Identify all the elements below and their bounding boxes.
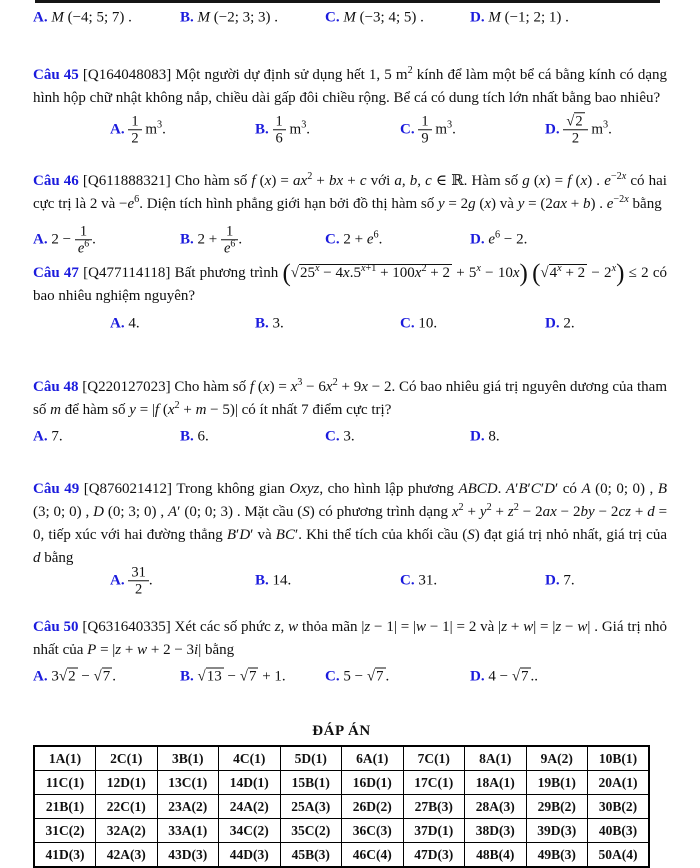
option-value: √ $\frac{2}{2}$ $m^3$.: [560, 121, 612, 137]
question-body: Cho hàm số f $(x) = ax^2$ + bx + c với a, b, c ∈ ℝ. Hàm số g (x) = f (x) . $e^{-2x}$ có hai cực trị là 2 và $-e^6$. Diện tích hình phẳng giới hạn bởi đồ thị hàm số y = 2g (x) và y = (2ax + b) . $e^{-2x}$ bằng: [33, 171, 667, 212]
answer-row: [34, 819, 649, 843]
options-row: [33, 311, 667, 337]
option-value: 2 + $\frac{1}{e^6}$ .: [193, 223, 243, 257]
option-letter: B.: [255, 572, 269, 589]
option-d: [545, 570, 575, 593]
answer-cell: 33A(1): [157, 819, 219, 843]
option-c: [325, 229, 382, 252]
option-a: [110, 313, 140, 336]
question-number: Câu 49: [33, 481, 80, 497]
answer-row: [34, 795, 649, 819]
option-value: M (−1; 2; 1) .: [488, 9, 569, 26]
question-code: [Q876021412]: [79, 481, 177, 497]
answer-cell: 13C(1): [157, 771, 219, 795]
question-body: Bất phương trình ( √ $25^x - 4x.5^{x+1} + 100x^2 + 2 + 5^x - 10x$) ( √ $4^x + 2 - 2^x) \le 2$ có bao nhiêu nghiệm nguyên?: [33, 265, 667, 304]
option-b: [255, 113, 310, 146]
option-b: [180, 223, 242, 256]
page-top-rule: [35, 0, 660, 3]
options-row: [33, 664, 667, 690]
answer-cell: 44D(3): [219, 843, 281, 868]
option-a: [33, 7, 132, 30]
option-letter: A.: [110, 315, 125, 332]
option-d: [470, 426, 500, 449]
answer-cell: 41D(3): [34, 843, 96, 868]
answer-cell: 20A(1): [588, 771, 650, 795]
option-value: 7.: [559, 572, 575, 589]
option-letter: A.: [110, 121, 125, 138]
option-value: M (−3; 4; 5) .: [343, 9, 424, 26]
answer-cell: 48B(4): [465, 843, 527, 868]
option-a: [33, 223, 96, 256]
options-row: [33, 110, 667, 150]
answer-cell: 23A(2): [157, 795, 219, 819]
answer-cell: 4C(1): [219, 746, 281, 771]
option-value: M (−2; 3; 3) .: [197, 9, 279, 26]
question-body: Cho hàm số f $(x) = x^3 - 6x^2 + 9x - 2$. Có bao nhiêu giá trị nguyên dương của tham số m để hàm số y = |f $(x^2 + m - 5)|$ có ít nhất 7 điểm cực trị?: [33, 377, 667, 418]
answer-cell: 10B(1): [588, 746, 650, 771]
option-b: [180, 426, 209, 449]
answer-cell: 29B(2): [526, 795, 588, 819]
option-value: √ 13 − √ 7 + 1.: [194, 669, 286, 685]
answer-cell: 42A(3): [96, 843, 158, 868]
options-row: [33, 424, 667, 450]
question-47: [33, 262, 667, 337]
option-letter: A.: [33, 428, 48, 445]
option-value: 3.: [268, 315, 284, 332]
option-value: 10.: [414, 315, 438, 332]
question-number: Câu 47: [33, 265, 79, 281]
option-d: [470, 7, 569, 30]
answer-cell: 31C(2): [34, 819, 96, 843]
question-code: [Q611888321]: [78, 173, 175, 189]
option-letter: B.: [180, 668, 194, 685]
option-value: $2 + e^6$.: [339, 229, 383, 248]
option-letter: C.: [325, 231, 340, 248]
option-c: [325, 7, 424, 30]
option-a: [110, 564, 153, 597]
option-letter: A.: [33, 231, 48, 248]
question-code: [Q220127023]: [78, 379, 175, 395]
answer-cell: 9A(2): [526, 746, 588, 771]
option-letter: D.: [470, 668, 485, 685]
answer-cell: 37D(1): [403, 819, 465, 843]
answer-cell: 7C(1): [403, 746, 465, 771]
option-value: 4 − √ 7 ..: [485, 669, 538, 685]
option-letter: C.: [400, 121, 415, 138]
answer-key: [33, 720, 650, 868]
option-letter: D.: [545, 572, 560, 589]
answer-cell: 6A(1): [342, 746, 404, 771]
option-letter: A.: [110, 572, 125, 589]
option-d: [470, 666, 538, 689]
answer-cell: 18A(1): [465, 771, 527, 795]
answer-cell: 8A(1): [465, 746, 527, 771]
answer-cell: 30B(2): [588, 795, 650, 819]
option-letter: A.: [33, 668, 48, 685]
question-text: [33, 262, 667, 308]
answer-cell: 5D(1): [280, 746, 342, 771]
answer-cell: 36C(3): [342, 819, 404, 843]
option-b: [180, 7, 278, 30]
option-value: 14.: [268, 572, 292, 589]
question-body: Một người dự định sử dụng hết 1, 5 $m^2$ kính để làm một bể cá bằng kính có dạng hình hộp chữ nhật không nắp, chiều dài gấp đôi chiều rộng. Bể cá có dung tích lớn nhất bằng bao nhiêu?: [33, 65, 667, 106]
option-value: $\frac{1}{9}$ $m^3$.: [415, 121, 456, 137]
option-value: 6.: [193, 428, 209, 445]
option-letter: D.: [470, 231, 485, 248]
answer-cell: 15B(1): [280, 771, 342, 795]
option-value: 31.: [414, 572, 438, 589]
answer-cell: 50A(4): [588, 843, 650, 868]
option-value: $e^6 - 2$.: [488, 229, 528, 248]
question-number: Câu 48: [33, 379, 79, 395]
answer-cell: 46C(4): [342, 843, 404, 868]
option-c: [400, 570, 437, 593]
option-value: 3.: [339, 428, 355, 445]
option-a: [110, 113, 166, 146]
answer-cell: 19B(1): [526, 771, 588, 795]
answer-cell: 40B(3): [588, 819, 650, 843]
question-body: Xét các số phức z, w thỏa mãn |z − 1| = |w − 1| = 2 và |z + w| = |z − w| . Giá trị nhỏ nhất của P = |z + w + 2 − 3i| bằng: [33, 619, 667, 658]
option-letter: C.: [400, 572, 415, 589]
option-letter: C.: [325, 428, 340, 445]
answer-cell: 26D(2): [342, 795, 404, 819]
option-d: [545, 313, 575, 336]
answer-key-table: [33, 745, 650, 868]
option-letter: D.: [470, 428, 485, 445]
answer-cell: 28A(3): [465, 795, 527, 819]
answer-cell: 17C(1): [403, 771, 465, 795]
option-letter: C.: [325, 9, 340, 26]
option-c: [400, 113, 456, 146]
answer-cell: 22C(1): [96, 795, 158, 819]
option-d: [545, 113, 612, 146]
option-c: [325, 426, 355, 449]
option-value: M (−4; 5; 7) .: [51, 9, 132, 26]
answer-cell: 32A(2): [96, 819, 158, 843]
answer-cell: 27B(3): [403, 795, 465, 819]
answer-cell: 16D(1): [342, 771, 404, 795]
question-code: [Q477114118]: [78, 265, 175, 281]
option-b: [255, 570, 291, 593]
answer-cell: 43D(3): [157, 843, 219, 868]
options-row: [33, 563, 667, 599]
carryover-options-row: [33, 5, 667, 31]
option-c: [400, 313, 437, 336]
option-letter: B.: [180, 231, 194, 248]
option-letter: B.: [255, 315, 269, 332]
answer-cell: 49B(3): [526, 843, 588, 868]
option-letter: D.: [545, 121, 560, 138]
option-a: [33, 426, 63, 449]
question-code: [Q631640335]: [78, 619, 175, 635]
options-row: [33, 220, 667, 260]
option-b: [255, 313, 284, 336]
question-number: Câu 50: [33, 619, 79, 635]
answer-row: [34, 771, 649, 795]
question-text: [33, 616, 667, 662]
question-number: Câu 46: [33, 173, 79, 189]
question-body: Trong không gian Oxyz, cho hình lập phương ABCD. A′B′C′D′ có A (0; 0; 0) , B (3; 0; 0) , D (0; 3; 0) , A′ (0; 0; 3) . Mặt cầu (S) có phương trình dạng $x^2 + y^2 + z^2 - 2ax - 2by - 2cz + d = 0$, tiếp xúc với hai đường thẳng B′D′ và BC′. Khi thể tích của khối cầu (S) đạt giá trị nhỏ nhất, giá trị của d bằng: [33, 481, 668, 566]
answer-cell: 47D(3): [403, 843, 465, 868]
answer-cell: 21B(1): [34, 795, 96, 819]
option-b: [180, 666, 286, 689]
option-letter: B.: [180, 428, 194, 445]
question-50: [33, 616, 667, 690]
answer-cell: 35C(2): [280, 819, 342, 843]
answer-cell: 2C(1): [96, 746, 158, 771]
answer-cell: 3B(1): [157, 746, 219, 771]
option-value: 5 − √ 7 .: [340, 669, 390, 685]
question-48: [33, 376, 667, 450]
option-value: $\frac{1}{2}$ $m^3$.: [125, 121, 166, 137]
question-text: [33, 170, 667, 216]
answer-row: [34, 746, 649, 771]
option-c: [325, 666, 389, 689]
answer-cell: 24A(2): [219, 795, 281, 819]
option-letter: D.: [470, 9, 485, 26]
option-letter: B.: [180, 9, 194, 26]
option-a: [33, 666, 116, 689]
question-45: [33, 64, 667, 150]
question-code: [Q164048083]: [78, 67, 176, 83]
option-letter: B.: [255, 121, 269, 138]
question-number: Câu 45: [33, 67, 79, 83]
answer-cell: 45B(3): [280, 843, 342, 868]
answer-key-title: ĐÁP ÁN: [312, 723, 371, 739]
option-value: 8.: [484, 428, 500, 445]
answer-cell: 34C(2): [219, 819, 281, 843]
answer-cell: 39D(3): [526, 819, 588, 843]
option-value: 3 √ 2 − √ 7 .: [48, 669, 116, 685]
question-text: [33, 376, 667, 422]
question-text: [33, 64, 667, 110]
answer-cell: 14D(1): [219, 771, 281, 795]
option-value: 2.: [559, 315, 575, 332]
option-letter: C.: [400, 315, 415, 332]
answer-cell: 1A(1): [34, 746, 96, 771]
answer-cell: 25A(3): [280, 795, 342, 819]
answer-cell: 38D(3): [465, 819, 527, 843]
answer-cell: 12D(1): [96, 771, 158, 795]
question-49: [33, 478, 667, 599]
question-46: [33, 170, 667, 260]
option-value: 2 − $\frac{1}{e^6}$ .: [47, 223, 96, 257]
answer-cell: 11C(1): [34, 771, 96, 795]
option-letter: C.: [325, 668, 340, 685]
option-value: 4.: [124, 315, 140, 332]
option-value: 7.: [47, 428, 63, 445]
option-d: [470, 229, 527, 252]
question-text: [33, 478, 667, 570]
option-letter: D.: [545, 315, 560, 332]
option-letter: A.: [33, 9, 48, 26]
option-value: $\frac{1}{6}$ $m^3$.: [269, 121, 310, 137]
option-value: $\frac{31}{2}$ .: [125, 572, 153, 588]
